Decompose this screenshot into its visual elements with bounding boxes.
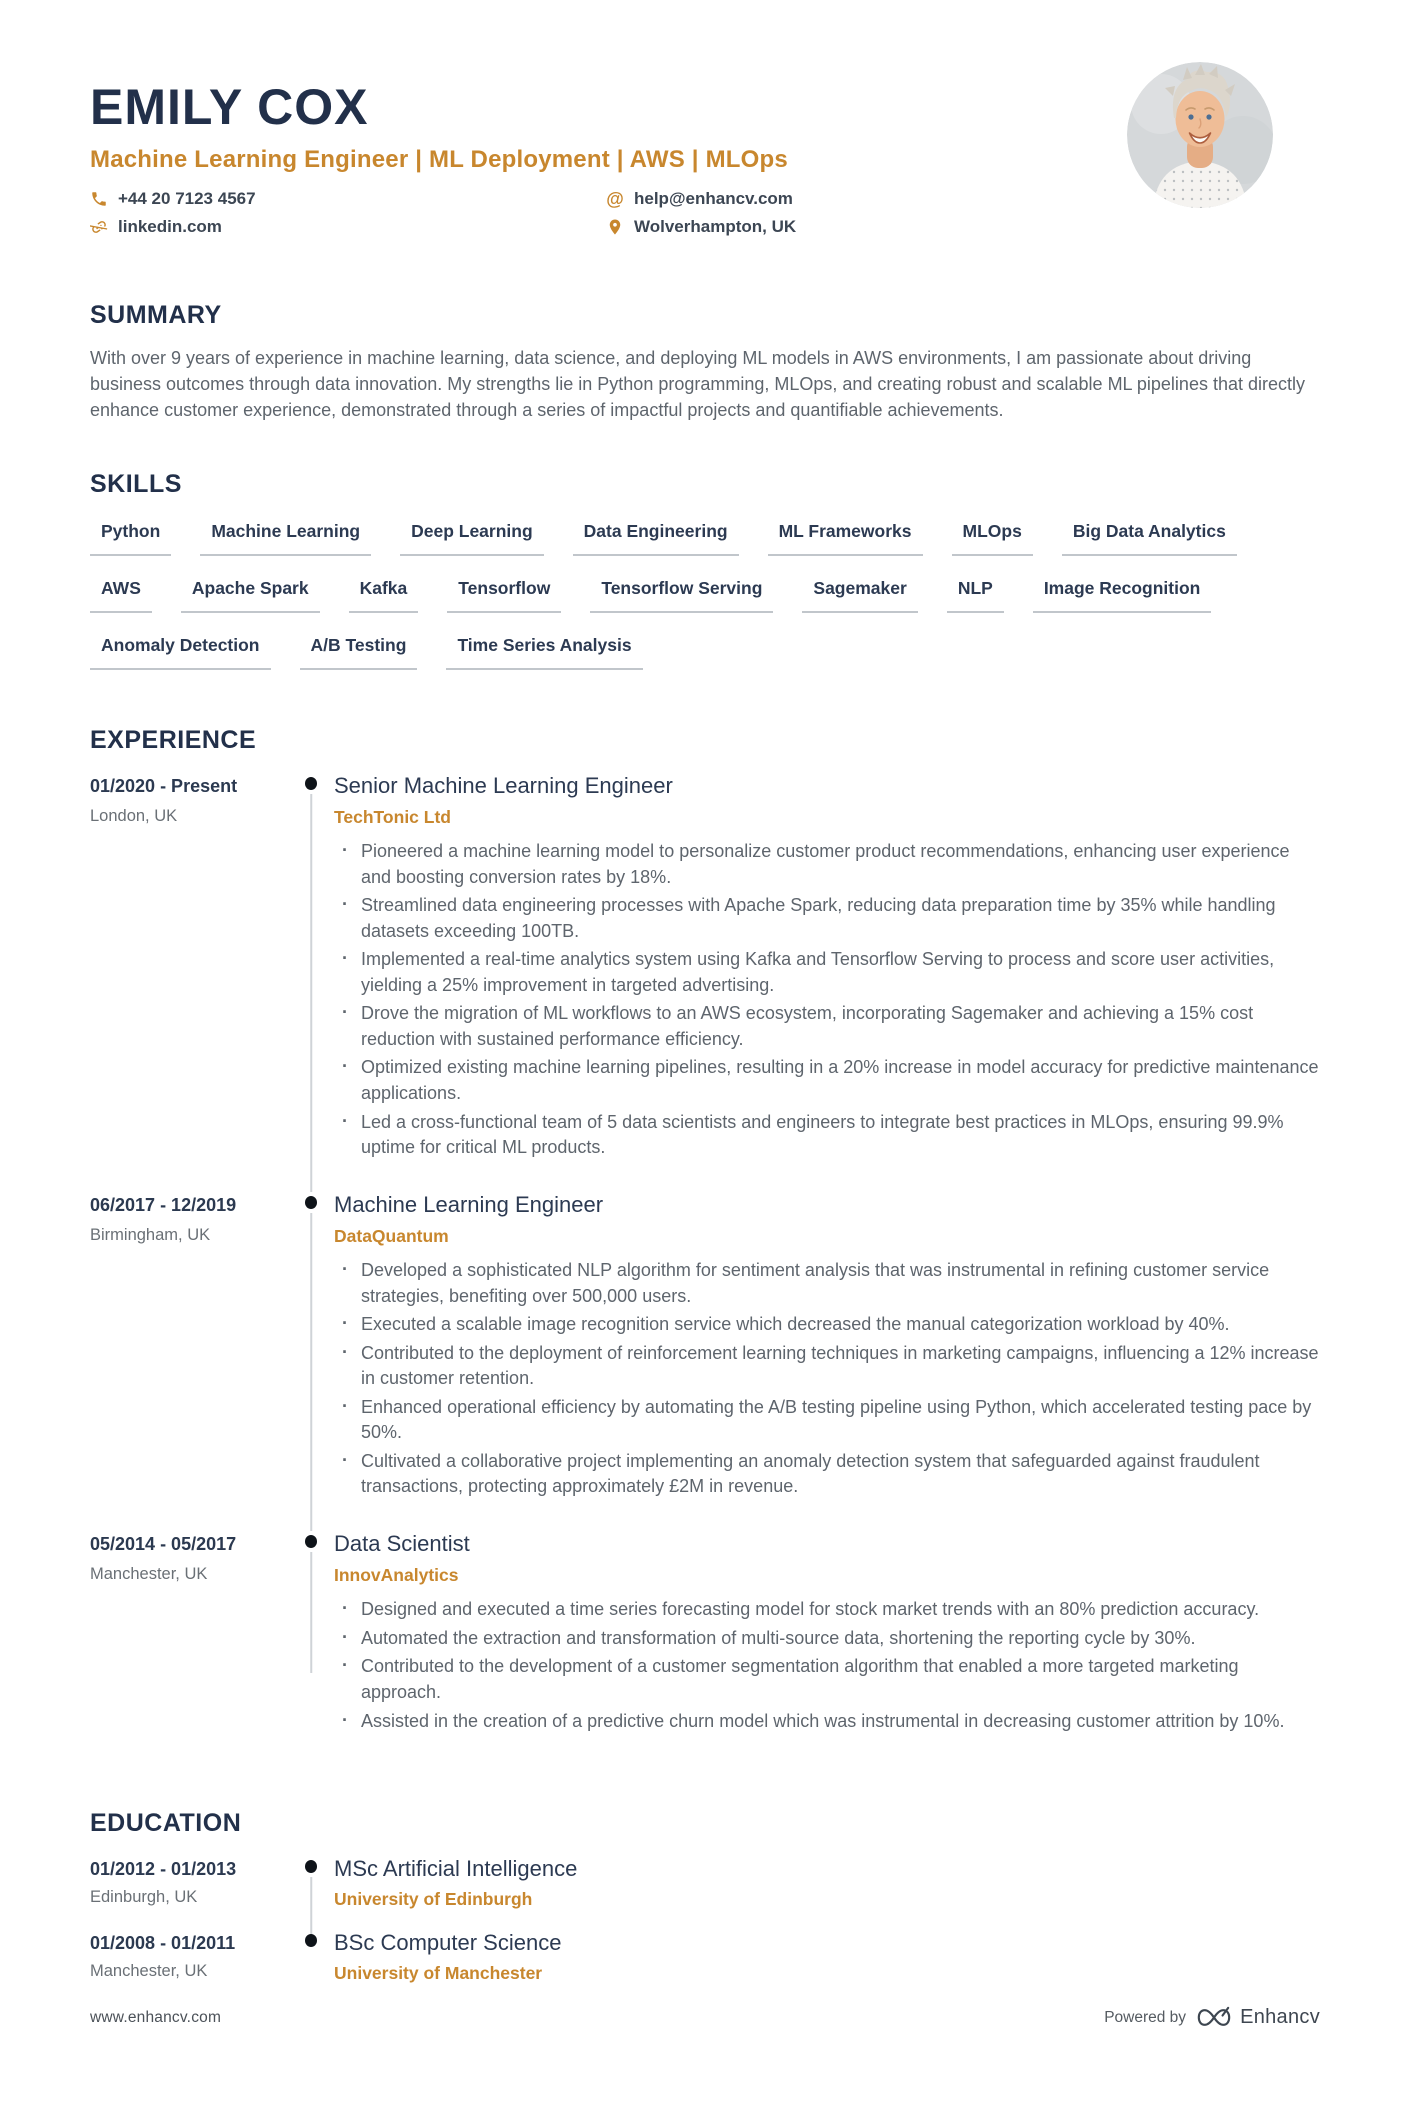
contact-phone bbox=[90, 189, 606, 209]
company-name: DataQuantum bbox=[334, 1226, 449, 1247]
skill-tag: NLP bbox=[947, 578, 1004, 613]
email-link[interactable]: help@enhancv.com bbox=[634, 189, 793, 208]
degree-title: MSc Artificial Intelligence bbox=[334, 1856, 578, 1882]
page-title: EMILY COX bbox=[90, 79, 369, 135]
skill-tag: Tensorflow Serving bbox=[590, 578, 773, 613]
entry-dates: 06/2017 - 12/2019 bbox=[90, 1194, 237, 1215]
entry-dates: 01/2020 - Present bbox=[90, 775, 238, 796]
at-icon: @ bbox=[606, 189, 624, 209]
bullet-item: · Optimized existing machine learning pipelines, resulting in a 20% increase in model accuracy for predictive maintenance applications. bbox=[334, 1055, 1320, 1106]
pin-icon bbox=[606, 218, 624, 236]
skill-tag: Big Data Analytics bbox=[1062, 521, 1237, 556]
entry-meta bbox=[90, 1192, 288, 1503]
education-entry bbox=[90, 1930, 1320, 1984]
timeline bbox=[288, 1856, 334, 1910]
contact-email bbox=[606, 189, 796, 209]
contact-location bbox=[606, 217, 796, 237]
contact-linkedin bbox=[90, 217, 606, 237]
timeline bbox=[288, 1531, 334, 1737]
entry-content bbox=[334, 1856, 1320, 1910]
timeline-line bbox=[310, 1552, 312, 1673]
skill-tag: Data Engineering bbox=[573, 521, 739, 556]
experience-entries bbox=[90, 773, 1320, 1737]
profile-photo bbox=[1127, 62, 1273, 208]
section-skills bbox=[90, 470, 1320, 670]
experience-entry bbox=[90, 1531, 1320, 1737]
linkedin-link[interactable]: linkedin.com bbox=[118, 217, 222, 236]
summary-heading: SUMMARY bbox=[90, 301, 222, 329]
bullet-item: · Contributed to the development of a customer segmentation algorithm that enabled a more targeted marketing approach. bbox=[334, 1654, 1320, 1705]
timeline bbox=[288, 1192, 334, 1503]
bullet-item: · Designed and executed a time series forecasting model for stock market trends with an 80% prediction accuracy. bbox=[334, 1597, 1320, 1623]
entry-location: Manchester, UK bbox=[90, 1564, 208, 1583]
timeline-dot bbox=[305, 1535, 317, 1548]
entry-content bbox=[334, 1531, 1320, 1737]
entry-dates: 05/2014 - 05/2017 bbox=[90, 1533, 237, 1554]
skill-tag: Apache Spark bbox=[181, 578, 320, 613]
skill-tag: AWS bbox=[90, 578, 152, 613]
skill-tag: Anomaly Detection bbox=[90, 635, 271, 670]
bullet-list bbox=[334, 1597, 1320, 1734]
experience-entry bbox=[90, 773, 1320, 1164]
timeline-dot bbox=[305, 777, 317, 790]
education-heading: EDUCATION bbox=[90, 1809, 242, 1838]
school-name: University of Edinburgh bbox=[334, 1889, 533, 1910]
degree-title: BSc Computer Science bbox=[334, 1930, 562, 1956]
timeline-dot bbox=[305, 1934, 317, 1947]
skill-tag: ML Frameworks bbox=[768, 521, 923, 556]
school-name: University of Manchester bbox=[334, 1963, 543, 1984]
skill-tag: Deep Learning bbox=[400, 521, 544, 556]
bullet-item: · Enhanced operational efficiency by automating the A/B testing pipeline using Python, which accelerated testing pace by 50%. bbox=[334, 1395, 1320, 1446]
entry-location: Manchester, UK bbox=[90, 1962, 208, 1981]
experience-heading: EXPERIENCE bbox=[90, 725, 257, 754]
entry-location: Edinburgh, UK bbox=[90, 1888, 198, 1907]
bullet-item: · Executed a scalable image recognition service which decreased the manual categorization workload by 40%. bbox=[334, 1312, 1320, 1338]
timeline-dot bbox=[305, 1196, 317, 1209]
skill-tag: Image Recognition bbox=[1033, 578, 1212, 613]
link-icon bbox=[90, 218, 108, 236]
skill-tag: Kafka bbox=[349, 578, 419, 613]
entry-meta bbox=[90, 1531, 288, 1737]
bullet-item: · Drove the migration of ML workflows to an AWS ecosystem, incorporating Sagemaker and achieving a 15% cost reduction with sustained performance efficiency. bbox=[334, 1001, 1320, 1052]
bullet-list bbox=[334, 839, 1320, 1161]
education-entry bbox=[90, 1856, 1320, 1910]
bullet-item: · Automated the extraction and transformation of multi-source data, shortening the reporting cycle by 30%. bbox=[334, 1626, 1320, 1652]
entry-location: London, UK bbox=[90, 806, 178, 825]
timeline-line bbox=[310, 794, 312, 1192]
website-link[interactable]: www.enhancv.com bbox=[90, 2008, 222, 2026]
skill-tag: Tensorflow bbox=[447, 578, 561, 613]
timeline-line bbox=[310, 1213, 312, 1531]
skill-tag: Time Series Analysis bbox=[446, 635, 642, 670]
company-name: TechTonic Ltd bbox=[334, 807, 451, 828]
skill-tag: MLOps bbox=[952, 521, 1033, 556]
skill-row bbox=[90, 635, 1320, 670]
entry-content bbox=[334, 773, 1320, 1164]
entry-meta bbox=[90, 773, 288, 1164]
headline: Machine Learning Engineer | ML Deployment | AWS | MLOps bbox=[90, 146, 788, 173]
job-title: Senior Machine Learning Engineer bbox=[334, 772, 673, 798]
entry-meta bbox=[90, 1856, 288, 1910]
entry-content bbox=[334, 1930, 1320, 1984]
timeline-line bbox=[310, 1877, 312, 1938]
header-identity bbox=[90, 58, 796, 237]
section-summary bbox=[90, 301, 1320, 424]
portrait-illustration bbox=[1127, 62, 1273, 208]
skill-row bbox=[90, 578, 1320, 613]
entry-meta bbox=[90, 1930, 288, 1984]
entry-location: Birmingham, UK bbox=[90, 1225, 211, 1244]
summary-text: With over 9 years of experience in machine learning, data science, and deploying ML models in AWS environments, I am passionate about driving business outcomes through data innovation. My strengths lie in Python programming, MLOps, and creating robust and scalable ML pipelines that directly enhance customer experience, demonstrated through a series of impactful projects and quantifiable achievements. bbox=[90, 348, 1305, 420]
entry-dates: 01/2012 - 01/2013 bbox=[90, 1859, 237, 1880]
section-experience bbox=[90, 726, 1320, 1765]
enhancv-logo-icon bbox=[1197, 2004, 1231, 2031]
job-title: Data Scientist bbox=[334, 1530, 470, 1556]
education-entries bbox=[90, 1856, 1320, 1984]
footer bbox=[90, 2004, 1320, 2103]
section-education bbox=[90, 1809, 1320, 2004]
bullet-item: · Contributed to the deployment of reinforcement learning techniques in marketing campaigns, influencing a 12% increase in customer retention. bbox=[334, 1341, 1320, 1392]
skill-tag: Machine Learning bbox=[200, 521, 371, 556]
contact-grid bbox=[90, 189, 796, 237]
skills-heading: SKILLS bbox=[90, 469, 182, 498]
phone-icon bbox=[90, 190, 108, 208]
timeline bbox=[288, 773, 334, 1164]
header bbox=[90, 58, 1320, 237]
bullet-item: · Led a cross-functional team of 5 data scientists and engineers to integrate best practices in MLOps, ensuring 99.9% uptime for critical ML products. bbox=[334, 1110, 1320, 1161]
powered-by-label: Powered by bbox=[1104, 2008, 1187, 2026]
skill-tag: Sagemaker bbox=[802, 578, 917, 613]
company-name: InnovAnalytics bbox=[334, 1565, 459, 1586]
timeline bbox=[288, 1930, 334, 1984]
brand-name: Enhancv bbox=[1240, 2006, 1320, 2029]
job-title: Machine Learning Engineer bbox=[334, 1191, 604, 1217]
bullet-item: · Pioneered a machine learning model to personalize customer product recommendations, enhancing user experience and boosting conversion rates by 18%. bbox=[334, 839, 1320, 890]
experience-entry bbox=[90, 1192, 1320, 1503]
powered-by bbox=[1104, 2004, 1320, 2031]
location-text: Wolverhampton, UK bbox=[634, 217, 797, 236]
enhancv-brand-link[interactable] bbox=[1197, 2004, 1320, 2031]
bullet-item: · Implemented a real-time analytics system using Kafka and Tensorflow Serving to process and score user activities, yielding a 25% improvement in targeted advertising. bbox=[334, 947, 1320, 998]
entry-content bbox=[334, 1192, 1320, 1503]
skill-row bbox=[90, 521, 1320, 556]
skill-tag: A/B Testing bbox=[300, 635, 418, 670]
bullet-item: · Streamlined data engineering processes with Apache Spark, reducing data preparation time by 35% while handling datasets exceeding 100TB. bbox=[334, 893, 1320, 944]
bullet-list bbox=[334, 1258, 1320, 1500]
skill-tag: Python bbox=[90, 521, 171, 556]
entry-dates: 01/2008 - 01/2011 bbox=[90, 1933, 236, 1954]
phone-number: +44 20 7123 4567 bbox=[118, 189, 256, 208]
timeline-dot bbox=[305, 1860, 317, 1873]
bullet-item: · Developed a sophisticated NLP algorithm for sentiment analysis that was instrumental in refining customer service strategies, benefiting over 500,000 users. bbox=[334, 1258, 1320, 1309]
bullet-item: · Cultivated a collaborative project implementing an anomaly detection system that safeguarded against fraudulent transactions, protecting approximately £2M in revenue. bbox=[334, 1449, 1320, 1500]
skills-rows bbox=[90, 521, 1320, 670]
bullet-item: · Assisted in the creation of a predictive churn model which was instrumental in decreasing customer attrition by 10%. bbox=[334, 1709, 1320, 1735]
